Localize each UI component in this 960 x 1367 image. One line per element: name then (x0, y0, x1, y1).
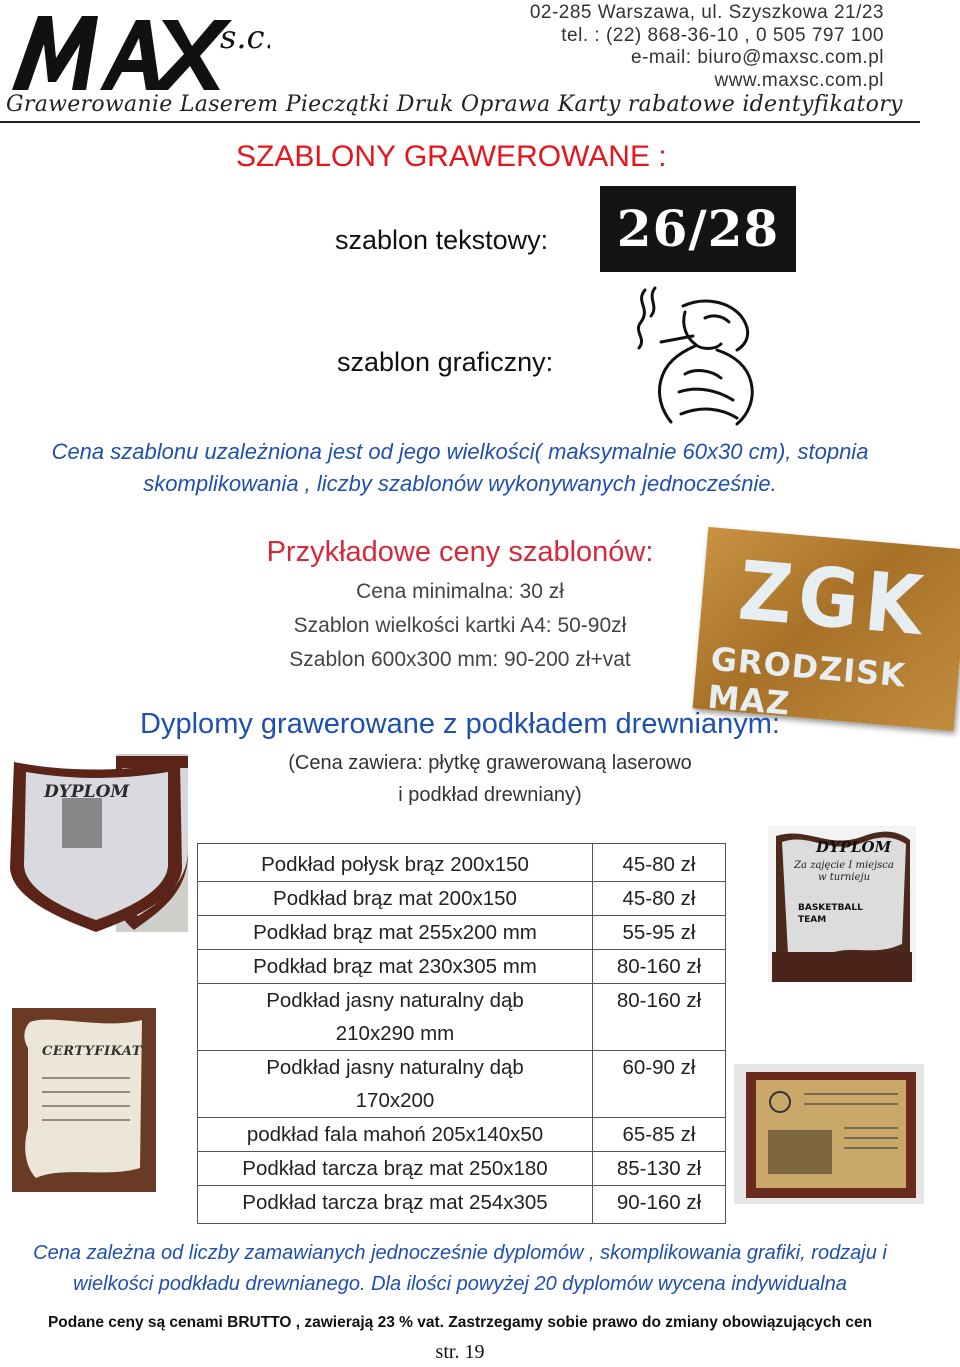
product-name: Podkład brąz mat 200x150 (273, 887, 517, 910)
price-table-row (198, 984, 726, 1051)
contact-block (530, 2, 884, 92)
logo-sc-text: s.c. (220, 18, 270, 56)
price-cell: 65-85 zł (593, 1118, 726, 1152)
website-line: www.maxsc.com.pl (714, 69, 884, 91)
product-cell (198, 1051, 593, 1118)
price-table-row (198, 1051, 726, 1118)
price-cell: 45-80 zł (593, 844, 726, 882)
price-examples-heading: Przykładowe ceny szablonów: (266, 536, 654, 568)
price-cell: 80-160 zł (593, 984, 726, 1051)
product-cell (198, 950, 593, 984)
product-name: Podkład tarcza brąz mat 250x180 (242, 1157, 548, 1180)
product-name: Podkład tarcza brąz mat 254x305 (242, 1191, 548, 1214)
price-example-line: Cena minimalna: 30 zł (356, 580, 564, 603)
product-cell (198, 1152, 593, 1186)
company-logo (8, 6, 270, 98)
shield-plaque (4, 758, 186, 936)
max-logo-graphic (8, 6, 270, 98)
wave-plaque-team: BASKETBALL TEAM (798, 903, 863, 925)
smoking-figure-stencil (625, 282, 775, 432)
price-example-line: Szablon 600x300 mm: 90-200 zł+vat (289, 648, 631, 671)
price-example-line: Szablon wielkości kartki A4: 50-90zł (293, 614, 627, 637)
text-template-sample (600, 186, 796, 272)
price-table-row (198, 882, 726, 916)
price-table-row (198, 1152, 726, 1186)
rect-plaque-shape (734, 1064, 924, 1204)
product-name: 170x200 (355, 1089, 435, 1112)
footer-note (0, 1238, 920, 1300)
product-name: podkład fala mahoń 205x140x50 (246, 1123, 544, 1146)
wave-plaque-title: DYPLOM (816, 838, 892, 856)
diplomas-heading: Dyplomy grawerowane z podkładem drewnianym: (140, 708, 780, 740)
price-cell: 85-130 zł (593, 1152, 726, 1186)
footer-note-line: Cena zależna od liczby zamawianych jednocześnie dyplomów , skomplikowania grafiki, rodzaju i (33, 1242, 887, 1264)
price-note (0, 436, 920, 500)
price-cell: 55-95 zł (593, 916, 726, 950)
zgk-sign-text: ZGK (734, 543, 933, 655)
product-name: Podkład jasny naturalny dąb (266, 989, 524, 1012)
diplomas-subheading: i podkład drewniany) (398, 784, 582, 806)
graphic-template-sample (625, 282, 775, 432)
services-line: Grawerowanie Laserem Pieczątki Druk Oprawa Karty rabatowe identyfikatory (6, 92, 903, 117)
certificate-plaque-shape (12, 1008, 156, 1192)
product-name: Podkład brąz mat 255x200 mm (253, 921, 537, 944)
certificate-plaque (12, 1008, 156, 1192)
price-table-row (198, 844, 726, 882)
page-number: str. 19 (435, 1341, 485, 1363)
email-line: e-mail: biuro@maxsc.com.pl (631, 47, 884, 68)
price-table-row (198, 916, 726, 950)
price-table-body (198, 844, 726, 1224)
graphic-template-label: szablon graficzny: (337, 347, 554, 377)
text-template-label: szablon tekstowy: (335, 225, 549, 255)
product-cell (198, 882, 593, 916)
product-cell (198, 984, 593, 1051)
product-cell (198, 1186, 593, 1224)
zgk-stencil-photo (693, 527, 960, 731)
price-table-row (198, 1186, 726, 1224)
price-note-line: Cena szablonu uzależniona jest od jego wielkości( maksymalnie 60x30 cm), stopnia (51, 439, 869, 464)
product-cell (198, 844, 593, 882)
product-cell (198, 1118, 593, 1152)
header-divider (0, 121, 920, 123)
price-table (197, 843, 726, 1224)
product-cell (198, 916, 593, 950)
rect-plaque-photo (734, 1064, 924, 1204)
certificate-plaque-title: CERTYFIKAT (42, 1044, 142, 1059)
product-name: Podkład jasny naturalny dąb (266, 1056, 524, 1079)
footer-disclaimer: Podane ceny są cenami BRUTTO , zawierają 23 % vat. Zastrzegamy sobie prawo do zmiany obowiązujących cen (47, 1314, 873, 1331)
footer-note-line: wielkości podkładu drewnianego. Dla ilości powyżej 20 dyplomów wycena indywidualna (73, 1273, 847, 1295)
product-name: Podkład brąz mat 230x305 mm (253, 955, 537, 978)
zgk-sign-subtext: GRODZISK MAZ (705, 639, 908, 723)
phone-line: tel. : (22) 868-36-10 , 0 505 797 100 (561, 24, 884, 46)
product-name: Podkład połysk brąz 200x150 (261, 853, 529, 876)
page-title: SZABLONY GRAWEROWANE : (236, 140, 667, 173)
wave-plaque-text: Za zajęcie I miejsca w turnieju (794, 860, 894, 883)
price-cell: 60-90 zł (593, 1051, 726, 1118)
price-table-row (198, 1118, 726, 1152)
text-template-sample-text: 26/28 (616, 199, 780, 258)
shield-plaque-title: DYPLOM (44, 782, 130, 802)
price-cell: 45-80 zł (593, 882, 726, 916)
wave-plaque (768, 826, 916, 982)
price-note-line: skomplikowania , liczby szablonów wykonywanych jednocześnie. (143, 471, 777, 496)
address-line: 02-285 Warszawa, ul. Szyszkowa 21/23 (529, 2, 884, 23)
product-name: 210x290 mm (335, 1022, 455, 1045)
diplomas-subheading: (Cena zawiera: płytkę grawerowaną laserowo (288, 752, 692, 774)
price-cell: 90-160 zł (593, 1186, 726, 1224)
price-table-row (198, 950, 726, 984)
price-cell: 80-160 zł (593, 950, 726, 984)
